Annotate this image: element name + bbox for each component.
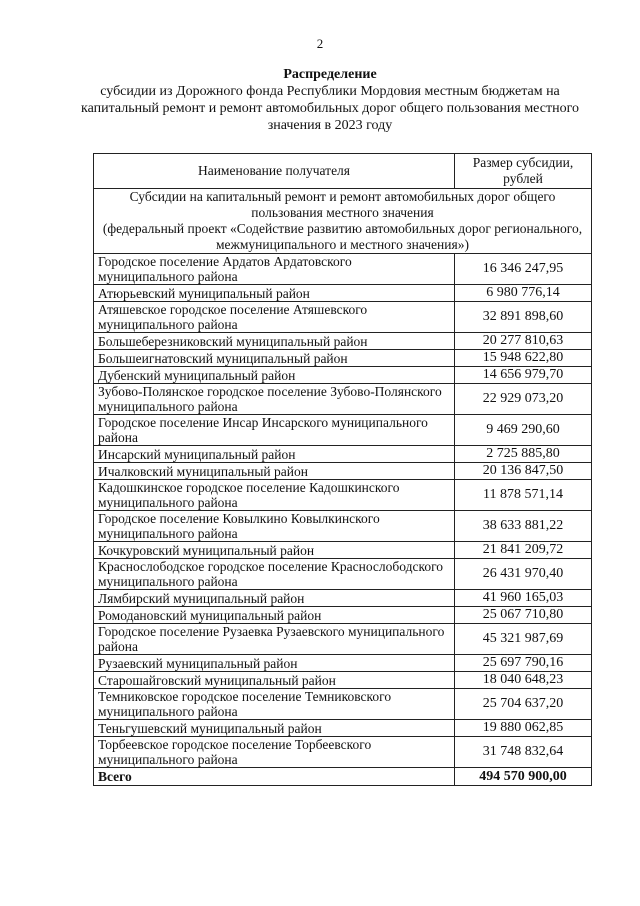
subsidy-amount: 26 431 970,40 <box>455 559 592 590</box>
section-project: (федеральный проект «Содействие развитию автомобильных дорог регионального, межмуниципального и местного значения») <box>102 221 583 252</box>
table-row <box>94 559 592 590</box>
subsidy-amount: 31 748 832,64 <box>455 737 592 768</box>
subsidy-amount: 38 633 881,22 <box>455 511 592 542</box>
recipient-name: Теньгушевский муниципальный район <box>94 720 455 737</box>
recipient-name: Ичалковский муниципальный район <box>94 463 455 480</box>
title-subtitle: субсидии из Дорожного фонда Республики Мордовия местным бюджетам на капитальный ремонт и ремонт автомобильных дорог общего пользования местного значения в 2023 году <box>81 84 579 133</box>
page-number: 2 <box>316 36 324 51</box>
subsidy-amount: 6 980 776,14 <box>455 285 592 302</box>
section-row <box>94 189 592 254</box>
recipient-name: Городское поселение Ковылкино Ковылкинского муниципального района <box>94 511 455 542</box>
table-row <box>94 511 592 542</box>
table-row <box>94 672 592 689</box>
subsidy-amount: 20 277 810,63 <box>455 333 592 350</box>
table-row <box>94 302 592 333</box>
table-row <box>94 737 592 768</box>
table-row <box>94 689 592 720</box>
recipient-name: Большеберезниковский муниципальный район <box>94 333 455 350</box>
subsidy-amount: 21 841 209,72 <box>455 542 592 559</box>
recipient-name: Городское поселение Инсар Инсарского муниципального района <box>94 415 455 446</box>
recipient-name: Темниковское городское поселение Темниковского муниципального района <box>94 689 455 720</box>
recipient-name: Торбеевское городское поселение Торбеевского муниципального района <box>94 737 455 768</box>
table-row <box>94 590 592 607</box>
recipient-name: Кадошкинское городское поселение Кадошкинского муниципального района <box>94 480 455 511</box>
recipient-name: Большеигнатовский муниципальный район <box>94 350 455 367</box>
recipient-name: Атюрьевский муниципальный район <box>94 285 455 302</box>
recipient-name: Лямбирский муниципальный район <box>94 590 455 607</box>
total-row <box>94 768 592 786</box>
table-row <box>94 607 592 624</box>
recipient-name: Городское поселение Рузаевка Рузаевского муниципального района <box>94 624 455 655</box>
recipient-name: Атяшевское городское поселение Атяшевского муниципального района <box>94 302 455 333</box>
table-row <box>94 350 592 367</box>
table-row <box>94 367 592 384</box>
subsidy-amount: 45 321 987,69 <box>455 624 592 655</box>
table-row <box>94 624 592 655</box>
recipient-name: Старошайговский муниципальный район <box>94 672 455 689</box>
subsidy-amount: 2 725 885,80 <box>455 446 592 463</box>
recipient-name: Городское поселение Ардатов Ардатовского муниципального района <box>94 254 455 285</box>
table-row <box>94 384 592 415</box>
header-recipient-name: Наименование получателя <box>94 154 455 189</box>
subsidy-amount: 19 880 062,85 <box>455 720 592 737</box>
subsidy-amount: 41 960 165,03 <box>455 590 592 607</box>
subsidy-amount: 20 136 847,50 <box>455 463 592 480</box>
table-header-row <box>94 154 592 189</box>
section-title: Субсидии на капитальный ремонт и ремонт автомобильных дорог общего пользования местного значения <box>129 189 556 220</box>
subsidy-amount: 14 656 979,70 <box>455 367 592 384</box>
subsidy-amount: 16 346 247,95 <box>455 254 592 285</box>
subsidy-amount: 22 929 073,20 <box>455 384 592 415</box>
subsidy-amount: 25 067 710,80 <box>455 607 592 624</box>
subsidy-amount: 11 878 571,14 <box>455 480 592 511</box>
recipient-name: Краснослободское городское поселение Краснослободского муниципального района <box>94 559 455 590</box>
subsidy-amount: 18 040 648,23 <box>455 672 592 689</box>
header-subsidy-amount: Размер субсидии, рублей <box>455 154 592 189</box>
document-title <box>60 66 600 134</box>
distribution-table <box>93 153 592 786</box>
subsidy-amount: 15 948 622,80 <box>455 350 592 367</box>
recipient-name: Дубенский муниципальный район <box>94 367 455 384</box>
recipient-name: Кочкуровский муниципальный район <box>94 542 455 559</box>
section-heading <box>94 189 592 254</box>
title-main: Распределение <box>283 67 377 82</box>
subsidy-amount: 25 697 790,16 <box>455 655 592 672</box>
table-row <box>94 446 592 463</box>
table-row <box>94 254 592 285</box>
table-row <box>94 655 592 672</box>
recipient-name: Инсарский муниципальный район <box>94 446 455 463</box>
recipient-name: Зубово-Полянское городское поселение Зубово-Полянского муниципального района <box>94 384 455 415</box>
recipient-name: Ромодановский муниципальный район <box>94 607 455 624</box>
table-row <box>94 720 592 737</box>
table-row <box>94 463 592 480</box>
total-amount: 494 570 900,00 <box>455 768 592 786</box>
recipient-name: Рузаевский муниципальный район <box>94 655 455 672</box>
table-row <box>94 415 592 446</box>
table-row <box>94 333 592 350</box>
table-row <box>94 480 592 511</box>
table-row <box>94 542 592 559</box>
subsidy-amount: 32 891 898,60 <box>455 302 592 333</box>
subsidy-amount: 9 469 290,60 <box>455 415 592 446</box>
subsidy-amount: 25 704 637,20 <box>455 689 592 720</box>
table-row <box>94 285 592 302</box>
total-label: Всего <box>94 768 455 786</box>
